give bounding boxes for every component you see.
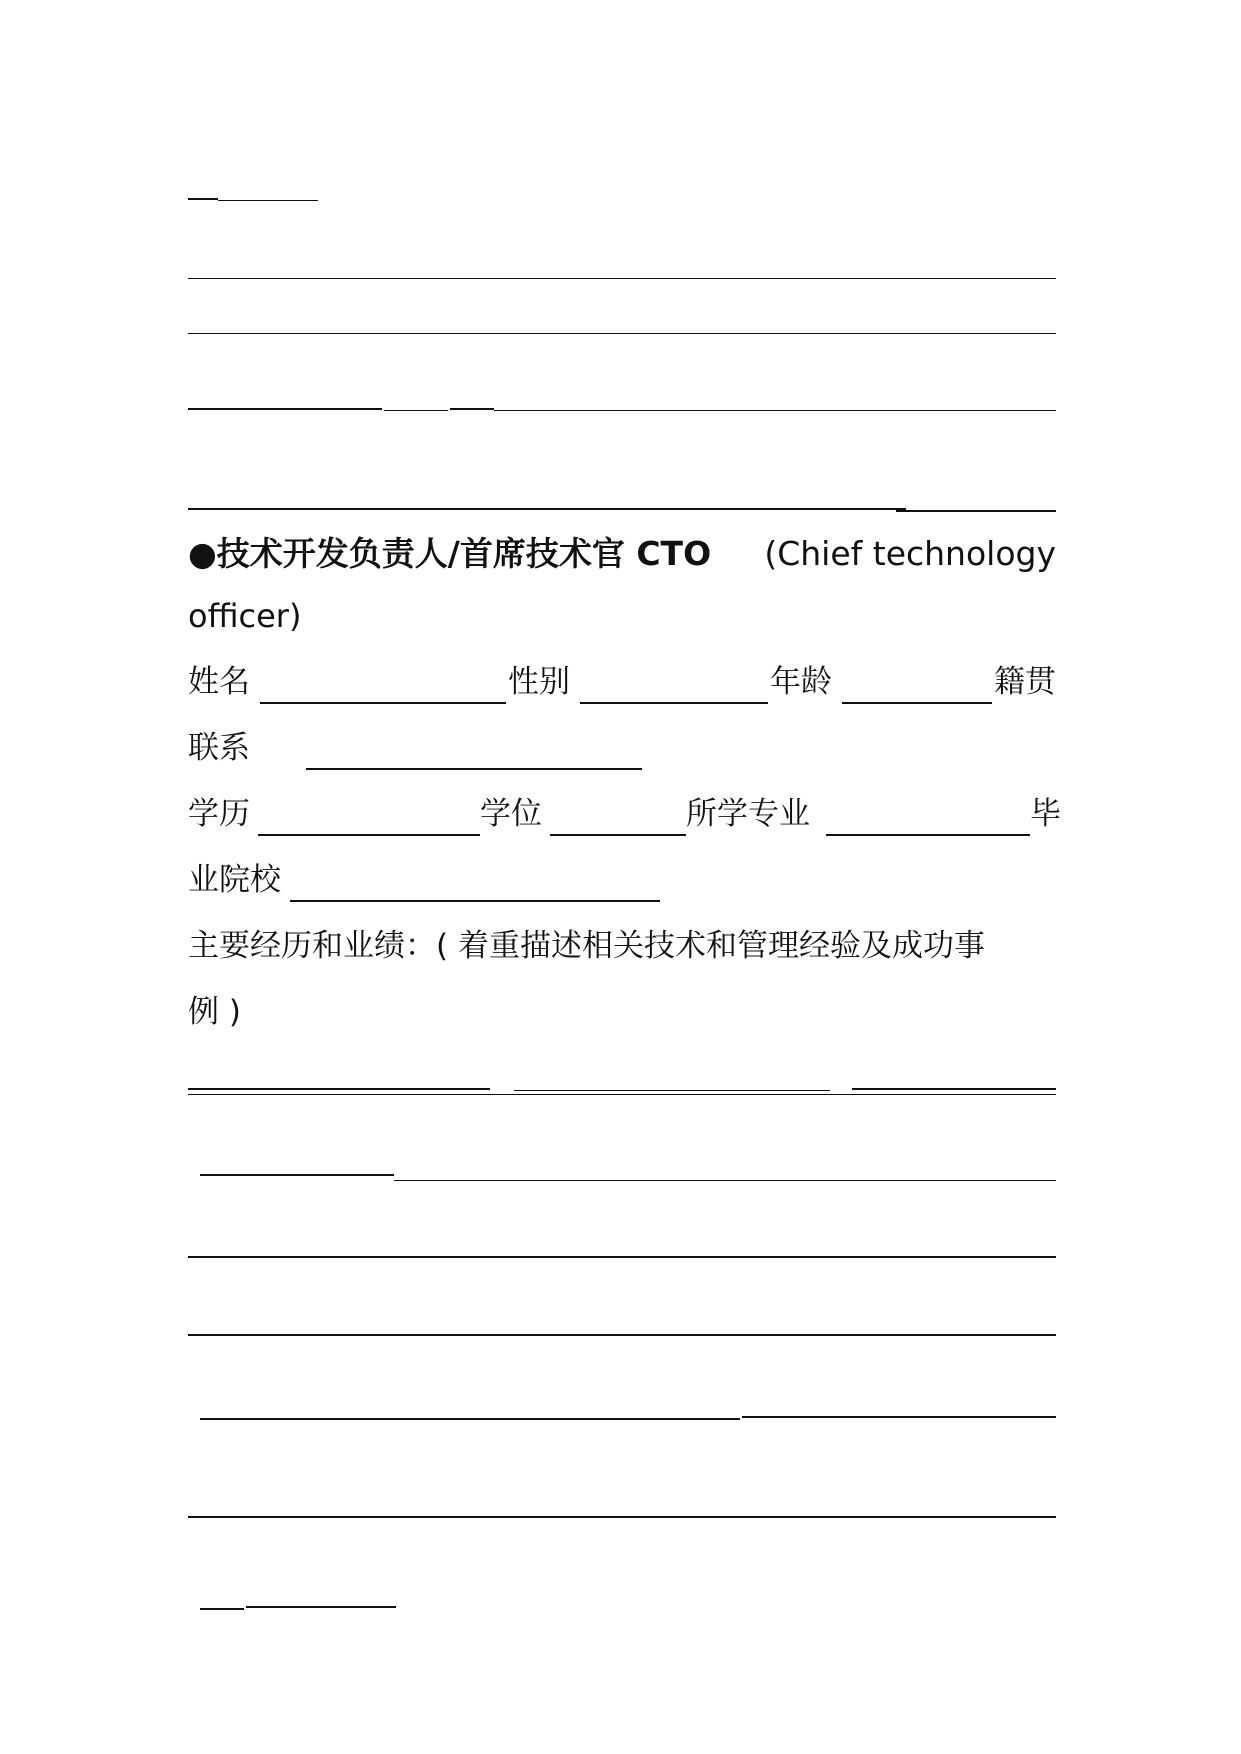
label-gender: 性别: [508, 664, 570, 700]
experience-line[interactable]: [200, 1608, 244, 1610]
label-age: 年龄: [770, 664, 832, 700]
heading-english-continued: officer): [188, 597, 302, 635]
blank-line: [450, 408, 494, 410]
blank-line: [188, 408, 382, 410]
experience-line[interactable]: [188, 1334, 1056, 1336]
contact-field[interactable]: [306, 768, 642, 770]
experience-line[interactable]: [200, 1174, 394, 1176]
degree-field[interactable]: [550, 834, 686, 836]
experience-line[interactable]: [852, 1088, 1056, 1090]
label-major: 所学专业: [686, 796, 810, 832]
education-field[interactable]: [258, 834, 480, 836]
experience-line[interactable]: [188, 1516, 1056, 1518]
label-native-place: 籍贯: [994, 664, 1056, 700]
label-education: 学历: [188, 796, 250, 832]
heading-title: 技术开发负责人/首席技术官 CTO: [216, 534, 712, 573]
blank-line: [218, 200, 318, 201]
blank-line: [384, 410, 448, 411]
blank-line: [896, 510, 1056, 512]
blank-line: [188, 278, 1056, 279]
blank-line: [188, 333, 1056, 334]
experience-line[interactable]: [188, 1094, 1056, 1095]
experience-line[interactable]: [742, 1416, 1056, 1418]
experience-line[interactable]: [188, 1088, 490, 1090]
experience-line[interactable]: [514, 1090, 830, 1091]
experience-label: 主要经历和业绩：( 着重描述相关技术和管理经验及成功事: [188, 928, 985, 964]
label-degree: 学位: [480, 796, 542, 832]
major-field[interactable]: [826, 834, 1030, 836]
blank-line: [188, 508, 906, 510]
age-field[interactable]: [842, 702, 992, 704]
heading-bullet: ●: [188, 534, 217, 573]
label-graduate-prefix: 毕: [1030, 796, 1061, 832]
experience-label-continued: 例 ): [188, 994, 241, 1030]
section-heading: [188, 532, 1056, 576]
experience-line[interactable]: [188, 1256, 1056, 1258]
name-field[interactable]: [260, 702, 506, 704]
heading-english: (Chief technology: [764, 534, 1056, 573]
gender-field[interactable]: [580, 702, 768, 704]
experience-line[interactable]: [200, 1418, 740, 1420]
blank-line: [188, 198, 218, 200]
blank-line: [494, 410, 1056, 411]
label-name: 姓名: [188, 664, 250, 700]
experience-line[interactable]: [246, 1606, 396, 1608]
label-contact: 联系: [188, 730, 250, 766]
label-graduate-school: 业院校: [188, 862, 281, 898]
graduate-school-field[interactable]: [290, 900, 660, 902]
experience-line[interactable]: [394, 1180, 1056, 1181]
